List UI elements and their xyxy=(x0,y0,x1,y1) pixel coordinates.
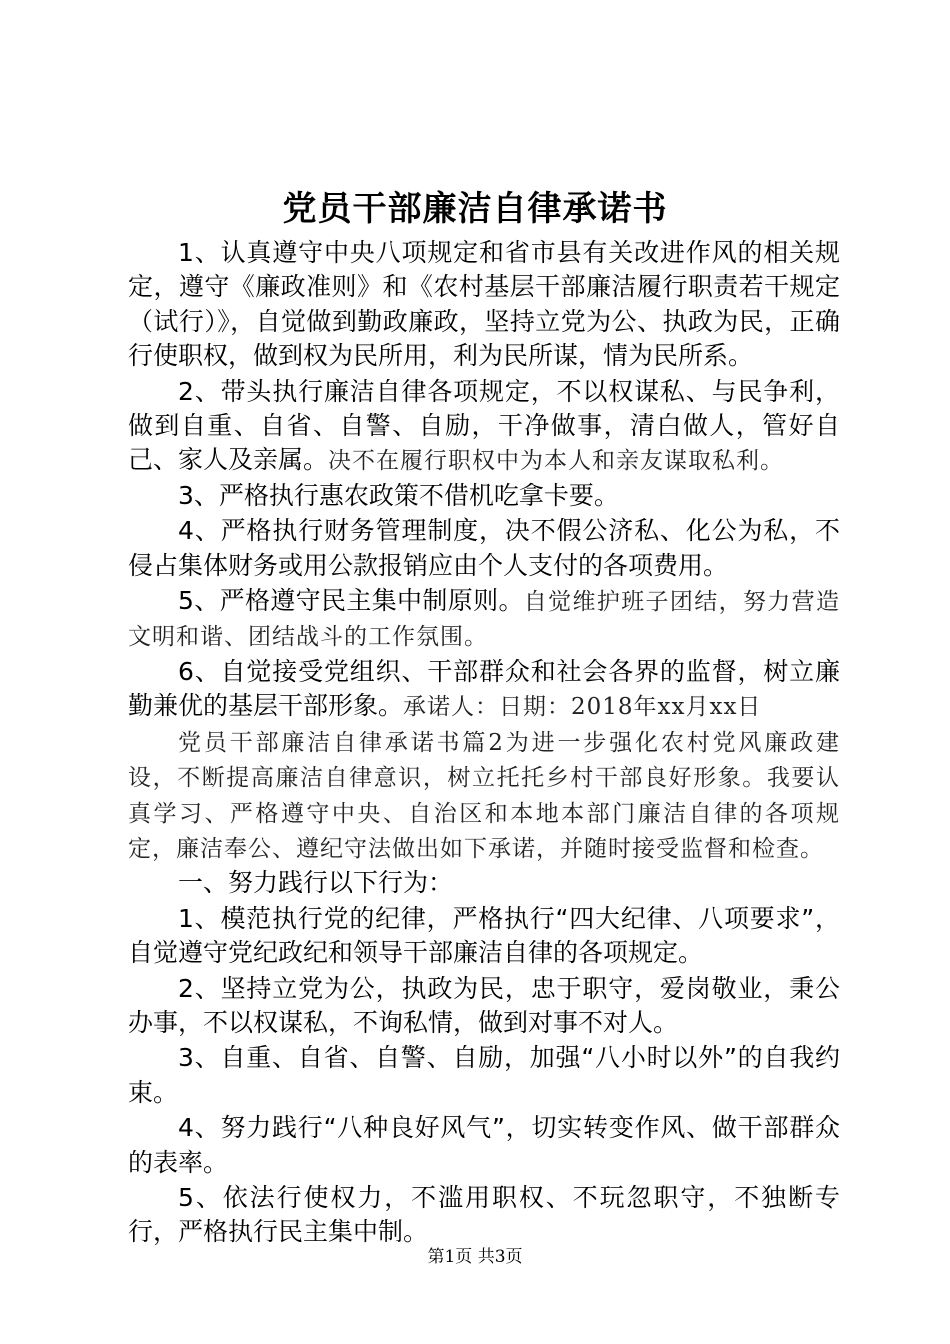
paragraph-text-light: 自觉维护班子团结，努力营造文明和谐、团结战斗的工作氛围。 xyxy=(128,589,840,651)
paragraph-text: 4、严格执行财务管理制度，决不假公济私、化公为私，不侵占集体财务或用公款报销应由个人支付的各项费用。 xyxy=(128,516,840,580)
paragraph xyxy=(128,655,840,725)
paragraph-text: 一、努力践行以下行为： xyxy=(178,868,454,898)
paragraph xyxy=(128,514,840,584)
paragraph xyxy=(128,1181,840,1251)
section-heading xyxy=(128,866,840,901)
paragraph-text: 6、自觉接受党组织、干部群众和社会各界的监督，树立廉勤兼优的基层干部形象。 xyxy=(128,656,840,721)
paragraph-text: 4、努力践行“八种良好风气”，切实转变作风、做干部群众的表率。 xyxy=(128,1113,840,1177)
paragraph xyxy=(128,236,840,375)
paragraph-text: 2、带头执行廉洁自律各项规定，不以权谋私、与民争利，做到自重、自省、自警、自励，干净做事，清白做人，管好自己、家人及亲属。 xyxy=(128,376,840,475)
document-title: 党员干部廉洁自律承诺书 xyxy=(282,189,668,229)
paragraph xyxy=(128,584,840,655)
paragraph xyxy=(128,1041,840,1111)
paragraph xyxy=(128,375,840,479)
paragraph-text-light: 决不在履行职权中为本人和亲友谋取私利。 xyxy=(328,448,785,475)
paragraph xyxy=(128,902,840,972)
paragraph xyxy=(128,479,840,514)
paragraph xyxy=(128,1111,840,1181)
paragraph-text: 2、坚持立党为公，执政为民，忠于职守，爱岗敬业，秉公办事，不以权谋私，不询私情，做到对事不对人。 xyxy=(128,973,840,1037)
paragraph-text: 5、严格遵守民主集中制原则。 xyxy=(178,586,524,616)
paragraph-text: 5、依法行使权力，不滥用职权、不玩忽职守，不独断专行，严格执行民主集中制。 xyxy=(128,1182,840,1247)
paragraph-text-light: 党员干部廉洁自律承诺书篇2为进一步强化农村党风廉政建设，不断提高廉洁自律意识，树立托托乡村干部良好形象。我要认真学习、严格遵守中央、自治区和本地本部门廉洁自律的各项规定，廉洁奉公、遵纪守法做出如下承诺，并随时接受监督和检查。 xyxy=(128,729,840,862)
paragraph-text: 1、模范执行党的纪律，严格执行“四大纪律、八项要求”，自觉遵守党纪政纪和领导干部廉洁自律的各项规定。 xyxy=(128,903,840,968)
document-body xyxy=(128,236,840,1251)
paragraph xyxy=(128,972,840,1042)
paragraph-text: 1、认真遵守中央八项规定和省市县有关改进作风的相关规定，遵守《廉政准则》和《农村基层干部廉洁履行职责若干规定（试行）》，自觉做到勤政廉政，坚持立党为公、执政为民，正确行使职权，做到权为民所用，利为民所谋，情为民所系。 xyxy=(128,238,840,371)
paragraph-text: 3、自重、自省、自警、自励，加强“八小时以外”的自我约束。 xyxy=(128,1043,840,1107)
paragraph-text-light: 承诺人：日期：2018年xx月xx日 xyxy=(403,694,762,721)
page-footer: 第1页 共3页 xyxy=(427,1247,523,1267)
paragraph xyxy=(128,725,840,867)
paragraph-text: 3、严格执行惠农政策不借机吃拿卡要。 xyxy=(178,480,619,510)
